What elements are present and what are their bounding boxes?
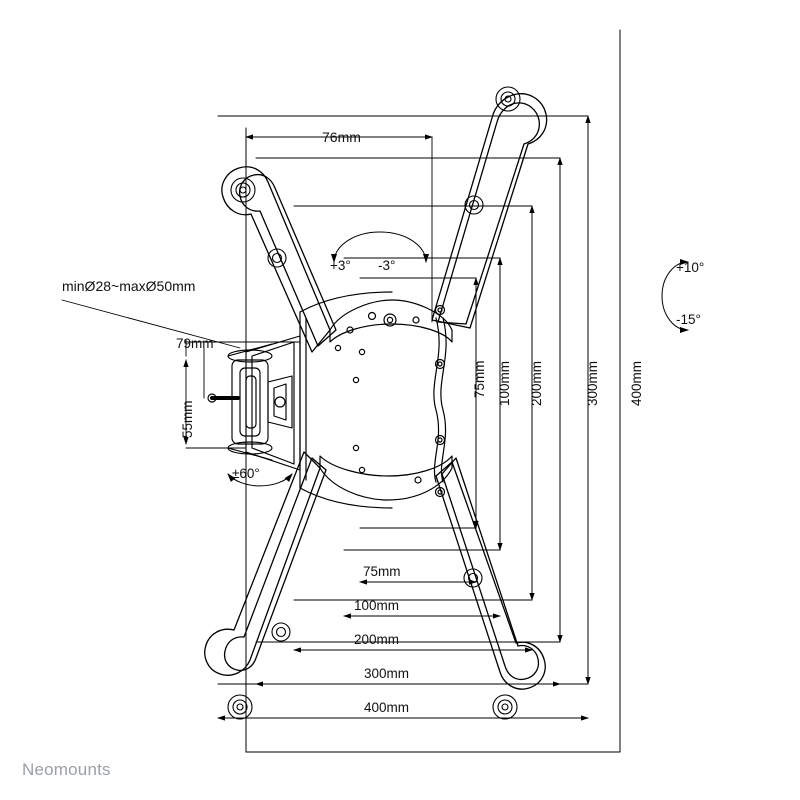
- dimension-label-vertical-300mm: 300mm: [585, 360, 600, 406]
- angle-label-minus15: -15°: [676, 312, 701, 327]
- pole-diameter-label: minØ28~maxØ50mm: [62, 278, 196, 294]
- dimension-label-vertical-100mm: 100mm: [497, 360, 512, 406]
- dimension-label-horizontal-100mm: 100mm: [354, 598, 400, 613]
- dimension-label-vertical-400mm: 400mm: [629, 360, 644, 406]
- dimension-label-vertical-75mm: 75mm: [472, 360, 487, 398]
- dimension-label-horizontal-300mm: 300mm: [364, 666, 410, 681]
- angle-label-60deg: ±60°: [232, 466, 260, 481]
- angle-indicators: [228, 232, 688, 486]
- dimension-label-horizontal-400mm: 400mm: [364, 700, 410, 715]
- brand-wordmark: Neomounts: [22, 760, 111, 779]
- dimension-label-horizontal-75mm: 75mm: [363, 564, 401, 579]
- dimension-label-76mm: 76mm: [322, 129, 361, 145]
- dimension-label-79mm: 79mm: [176, 336, 214, 351]
- angle-label-plus3: +3°: [330, 258, 351, 273]
- pole-clamp: [208, 336, 300, 470]
- reference-frame: [246, 30, 620, 752]
- dimension-label-horizontal-200mm: 200mm: [354, 632, 400, 647]
- dimension-label-55mm: 55mm: [180, 400, 195, 438]
- angle-label-plus10: +10°: [676, 260, 705, 275]
- central-hub: [300, 292, 452, 508]
- dimension-label-vertical-200mm: 200mm: [529, 360, 544, 406]
- angle-label-minus3: -3°: [378, 258, 396, 273]
